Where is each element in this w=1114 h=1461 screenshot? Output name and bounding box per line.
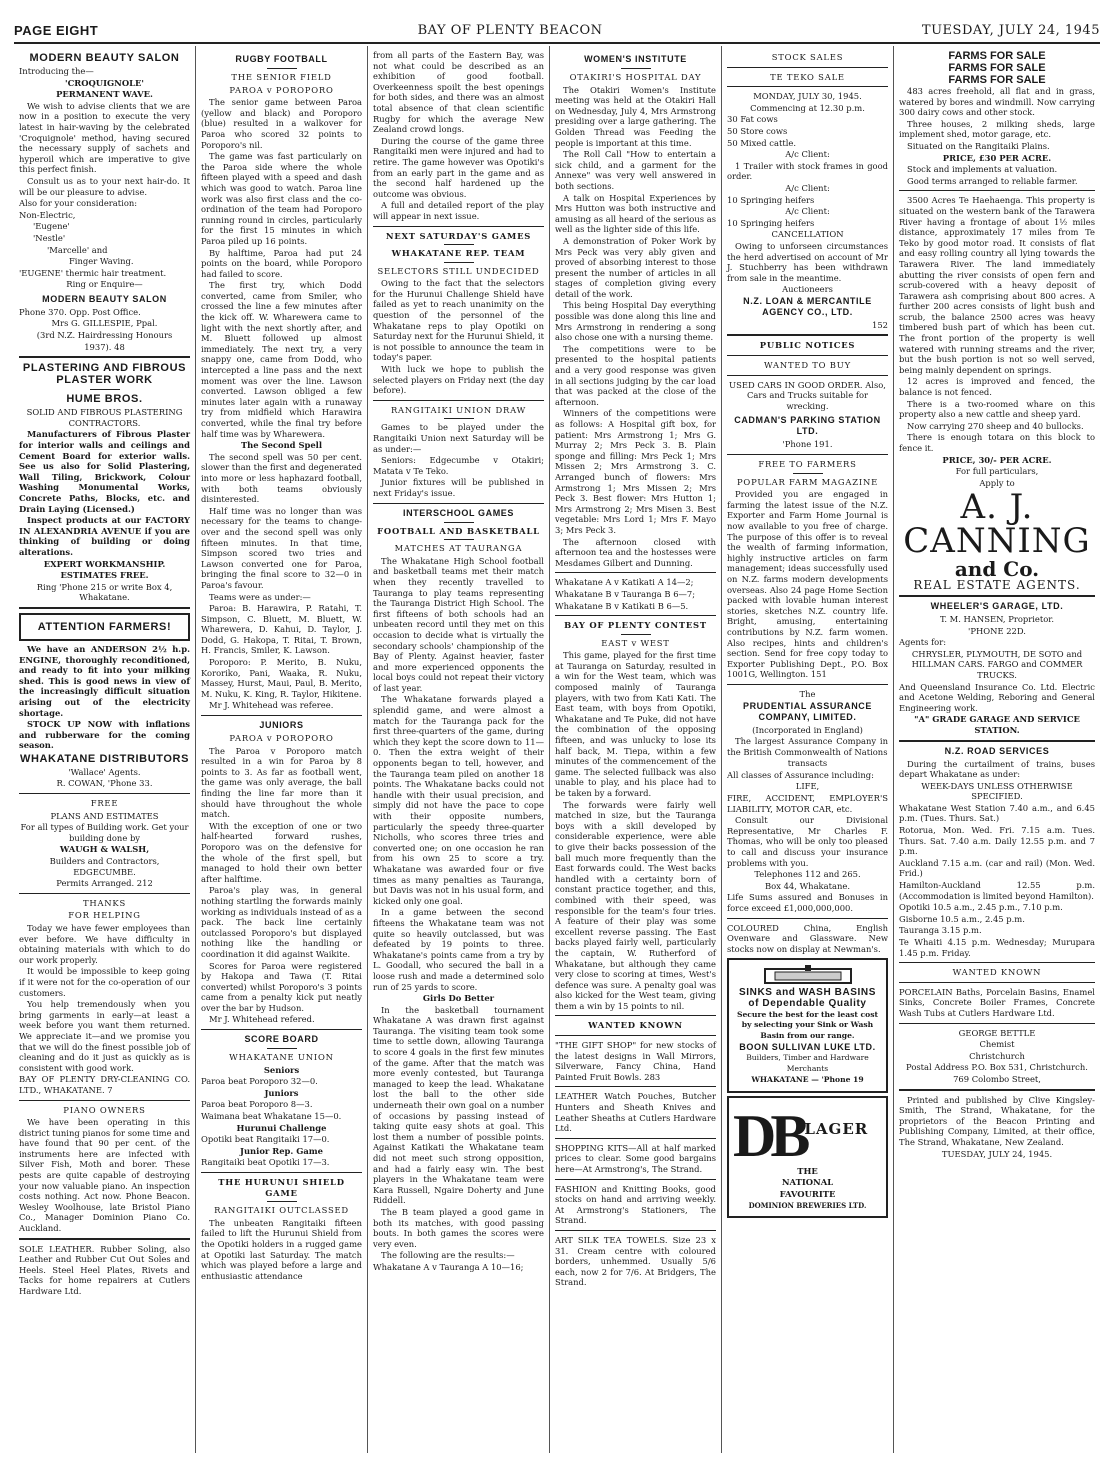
canning-co: and Co. (954, 557, 1040, 582)
public-notices-title: PUBLIC NOTICES (759, 340, 856, 351)
farm-text: Three houses, 2 milking sheds, large implement shed, motor garage, etc. (899, 118, 1095, 140)
cadman-phone: 'Phone 191. (782, 439, 833, 450)
wi-sub: OTAKIRI'S HOSPITAL DAY (569, 72, 702, 82)
plaster-text: Ring 'Phone 215 or write Box 4, Whakatane. (36, 581, 173, 603)
divider (373, 226, 544, 227)
score-line: Opotiki beat Rangitaiki 17—0. (201, 1134, 330, 1145)
interschool-text: The Whakatane forwards played a splendid game, and were almost a match for the Tauranga pack for the first three-quarters of the game, during which they kept the score down to 11—0. Then the extra weight of their opponents began to tell, however, and the Tauranga team piled on another 18 points. The Whakatane backs could not handle with their usual precision, and simply did not have the pace to cope with their opposite numbers, particularly the speedy three-quarter Nicholls, who scores three tries and converted one; on one occasion he ran from his own 25 to score a try. Whakatane was awarded four or five times as many penalties as Tauranga, but Davis was not in his usual form, and kicked only one goal. (373, 694, 544, 906)
wanted-known-title: WANTED KNOWN (952, 967, 1042, 978)
beauty-paragraph: Also for your consideration: (19, 198, 138, 209)
rugby-text: The senior game between Paroa (yellow and black) and Poroporo (blue) resulted in a walkover for Paroa who scored 32 points to Poroporo's nil. (201, 97, 362, 150)
beauty-footer: (3rd N.Z. Hairdressing Honours (36, 330, 173, 341)
girls-text: The B team played a good game in both its matches, with good passing bouts. In both games the scores were very even. (373, 1206, 544, 1249)
second-spell-heading: The Second Spell (240, 440, 323, 451)
wanted-known-ad: FASHION and Knitting Books, good stocks on hand and arriving weekly. At Armstrong's Stationers, The Strand. (555, 1183, 716, 1226)
road-text: Opotiki 10.5 a.m., 2.45 p.m., 7.10 p.m. (899, 902, 1063, 913)
rugby-text: The game was fast particularly on the Paroa side where the whole fifteen played with a speed and dash which was good to watch. Paroa line work was also first class and the co-ordination of the team had Poroporo running round in circles, particularly for the first 15 minutes in which Paroa piled up 16 points. (201, 151, 362, 246)
draw-text: Games to be played under the Rangitaiki Union next Saturday will be as under:— (373, 422, 544, 454)
divider (555, 1035, 716, 1036)
farm-text: There is a two-roomed whare on this property also a new cattle and sheep yard. (899, 398, 1095, 420)
score-heading: Juniors (264, 1087, 299, 1098)
wi-text: A demonstration of Poker Work by Mrs Peck was very ably given and proved of absorbing interest to those present the number of articles in all stages of completion giving every detail of the work. (555, 235, 716, 299)
whakatane-distributors-title: WHAKATANE DISTRIBUTORS (19, 752, 190, 765)
prudential-text: transacts (787, 758, 828, 769)
stock-item: 50 Store cows (727, 125, 788, 136)
road-services-title: N.Z. ROAD SERVICES (944, 745, 1050, 756)
interschool-sub2: MATCHES AT TAURANGA (394, 543, 523, 554)
road-text: WEEK-DAYS UNLESS OTHERWISE SPECIFIED. (921, 780, 1073, 802)
masthead-rule (14, 42, 1100, 44)
rugby-text: The second spell was 50 per cent. slower than the first and degenerated into more or less haphazard football, with both teams obviously disinterested. (201, 451, 362, 505)
plaster-text: ESTIMATES FREE. (60, 570, 149, 581)
agents-list: CHRYSLER, PLYMOUTH, DE SOTO and HILLMAN CARS. FARGO and COMMER TRUCKS. (911, 648, 1083, 680)
divider (555, 1138, 716, 1139)
rugby-text: Half time was no longer than was necessary for the teams to change-over and the second spell was only fifteen minutes. In that time, Simpson scored two tries and Lawson converted one for Paroa, bringing the final score to 32—0 in Paroa's favour. (201, 505, 362, 590)
farm-price: PRICE, 30/- PER ACRE. (942, 454, 1052, 465)
porcelain-text: PORCELAIN Baths, Porcelain Basins, Enamel Sinks, Concrete Boiler Frames, Concrete Wash Tubs at Cutlers Hardware Ltd. (899, 986, 1095, 1018)
sinks-sub: of Dependable Quality (748, 997, 867, 1009)
beauty-line: Non-Electric, (19, 209, 76, 220)
divider (444, 418, 474, 419)
agents-label: Agents for: (899, 637, 947, 648)
beauty-line: 'Marcelle' and (47, 244, 108, 255)
divider (727, 67, 888, 68)
free-text: WAUGH & WALSH, (59, 844, 150, 855)
rugby-text: By halftime, Paroa had put 24 points on the board, while Poroporo had failed to score. (201, 247, 362, 279)
attention-box (19, 613, 190, 641)
thanks-text: BAY OF PLENTY DRY-CLEANING CO. LTD., WHAKATANE. 7 (19, 1074, 190, 1095)
prudential-text: Box 44, Whakatane. (765, 880, 850, 891)
attention-text: STOCK UP NOW with inflations and rubberware for the coming season. (19, 719, 190, 751)
farm-text: Situated on the Rangitaiki Plains. (907, 140, 1050, 151)
divider (793, 473, 823, 474)
piano-title: PIANO OWNERS (63, 1104, 146, 1115)
stock-date: MONDAY, JULY 30, 1945. (753, 91, 862, 102)
prudential-text: The largest Assurance Company in the British Commonwealth of Nations (727, 736, 888, 757)
sinks-ad (727, 958, 888, 1092)
road-text: Te Whaiti 4.15 p.m. Wednesday; Murupara 1.45 p.m. Friday. (899, 937, 1095, 958)
rugby-text: Poroporo: P. Merito, B. Nuku, Kororiko, Pani, Waaka, R. Nuku, Massey, Hurst, Maui, Paul, B. Merito, M. Nuku, K. King, R. Taylor, Hikitene. (201, 657, 362, 699)
beauty-salon-title: MODERN BEAUTY SALON (29, 52, 180, 64)
beauty-line: PERMANENT WAVE. (56, 89, 153, 100)
divider (19, 356, 190, 358)
bettle-text: Christchurch (969, 1050, 1025, 1061)
wheeler-text: 'PHONE 22D. (968, 625, 1026, 636)
divider (19, 893, 190, 894)
beauty-footer-title: MODERN BEAUTY SALON (42, 293, 167, 304)
sinks-title: SINKS and WASH BASINS (738, 987, 877, 999)
beauty-paragraph: We wish to advise clients that we are now in a position to execute the very latest in hair-waving by the celebrated 'Croquignole' method, having secured the necessary supply of sachets and hyperoil which are imperative to give this perfect finish. (19, 100, 190, 175)
shield-cont-text: from all parts of the Eastern Bay, was not what could be described as an exhibition of good football. Overkeenness spoilt the best openings for both sides, and there was an almost total absence of that clean scientific Rugby for which the average New Zealand crowd longs. (373, 50, 544, 135)
cadman-title: CADMAN'S PARKING STATION LTD. (734, 415, 881, 437)
bop-text: The forwards were fairly well matched in size, but the Tauranga boys with a skill developed by considerable experience, were able to give their backs possession of the ball much more frequently than the East forwards could. The West backs handled with a certainty born of constant practice together, and this, combined with their speed, was responsible for the team's four tries. A feature of their play was some excellent reverse passing. The East backs played fairly well, particularly the captain, W. Rutherford of Whakatane, but although they came very close to scoring at times, West's defence was sure. A penalty goal was also kicked for the West team, giving them a win by 15 points to nil. (555, 799, 716, 1011)
paper-title: BAY OF PLENTY BEACON (417, 23, 603, 38)
juniors-sub: PAROA v POROPORO (229, 733, 334, 744)
coloured-china-text: COLOURED China, English Ovenware and Glassware. New stocks now on display at Newman's. (727, 922, 888, 954)
divider (19, 607, 190, 609)
column-3 (368, 46, 550, 1453)
bop-text: This game, played for the first time at Tauranga on Saturday, resulted in a win for the West team, which was composed mainly of Tauranga players, with two from Kati Kati. The East team, with boys from Opotiki, Whakatane and Te Puke, did not have the combination of the opposing fifteen, and was unlucky to lose its half back, M. Tiepa, within a few minutes of the commencement of the game. The selected fullback was also unable to play, and his place had to be taken by a forward. (555, 650, 716, 798)
sole-leather-text: SOLE LEATHER. Rubber Soling, also Leather and Rubber Cut Out Soles and Heels. Steel Heel Plates, Rivets and Tacks for home repairers at Cutlers Hardware Ltd. (19, 1243, 190, 1296)
divider (727, 86, 888, 87)
issue-date: TUESDAY, JULY 24, 1945 (921, 23, 1100, 38)
score-heading: Hurunui Challenge (236, 1122, 327, 1133)
free-text: PLANS AND ESTIMATES (50, 810, 159, 821)
farms-for-sale-title: FARMS FOR SALE (948, 62, 1046, 74)
divider (444, 539, 474, 540)
shield-cont-text: During the course of the game three Rangitaiki men were injured and had to retire. The game however was Opotiki's from an early part in the game and as the second half hardened up the outcome was obvious. (373, 135, 544, 199)
thanks-text: You help tremendously when you bring garments in early—at least a week before you want them returned. We appreciate it—and we promise you that we will do the finest possible job of cleaning and do it just as quickly as is consistent with good work. (19, 999, 190, 1073)
plaster-text: EXPERT WORKMANSHIP. (43, 558, 166, 569)
next-games-sub2: SELECTORS STILL UNDECIDED (377, 265, 540, 276)
stock-ac: A/c Client: (785, 182, 830, 193)
prudential-text: Life Sums assured and Bonuses in force exceed £1,000,000,000. (727, 892, 888, 913)
free-title: FREE (90, 798, 119, 809)
db-logo: DB (733, 1102, 805, 1169)
bop-sub: EAST v WEST (601, 637, 670, 648)
divider (727, 375, 888, 376)
divider (727, 334, 888, 336)
imprint-date: TUESDAY, JULY 24, 1945. (941, 1148, 1053, 1159)
beauty-line: Finger Waving. (69, 256, 134, 267)
farm-text: Stock and implements at valuation. (907, 164, 1058, 175)
cancellation-title: CANCELLATION (771, 229, 844, 240)
a-grade-garage: "A" GRADE GARAGE AND SERVICE STATION. (914, 714, 1080, 735)
road-text: During the curtailment of trains, buses depart Whakatane as under: (899, 758, 1095, 780)
divider (201, 715, 362, 716)
stock-item: 30 Fat cows (727, 114, 778, 125)
sinks-text: Secure the best for the least cost by selecting your Sink or Wash Basin from our range. (736, 1009, 879, 1040)
divider (899, 190, 1095, 191)
road-text: Auckland 7.15 a.m. (car and rail) (Mon. Wed. Frid.) (899, 857, 1095, 879)
boon-phone: WHAKATANE — 'Phone 19 (751, 1075, 864, 1085)
stock-item: 50 Mixed cattle. (727, 137, 796, 148)
nz-loan-title: N.Z. LOAN & MERCANTILE AGENCY CO., LTD. (743, 295, 872, 317)
free-to-farmers-title: FREE TO FARMERS (758, 459, 857, 470)
sink-icon (733, 964, 882, 988)
column-5 (722, 46, 894, 1453)
juniors-text: With the exception of one or two half-hearted forward rushes, Poroporo was on the defensive for the whole of the first spell, but managed to hold their own better after halftime. (201, 820, 362, 884)
womens-institute-title: WOMEN'S INSTITUTE (584, 54, 687, 64)
draw-text: Seniors: Edgecumbe v Otakiri; Matata v Te Teko. (373, 455, 544, 476)
wi-text: The competitions were to be presented to the hospital patients and a very good response was given in all sections judging by the car load that was packed at the close of the afternoon. (555, 343, 716, 407)
wanted-known-ad: "THE GIFT SHOP" for new stocks of the latest designs in Wall Mirrors, Silverware, Fancy China, Hand Painted Fruit Bowls. 283 (555, 1040, 716, 1082)
stock-time: Commencing at 12.30 p.m. (750, 102, 865, 113)
wanted-to-buy-title: WANTED TO BUY (764, 360, 851, 371)
prudential-text: LIFE, (795, 781, 820, 792)
prudential-text: Consult our Divisional Representative, Mr Charles F. Thomas, who will be only too pleased to call and discuss your insurance problems with you. (727, 815, 888, 868)
rugby-paroa: PAROA v POROPORO (229, 84, 334, 95)
next-games-text: With luck we hope to publish the selected players on Friday next (the day before). (373, 364, 544, 396)
beauty-intro: Introducing the— (19, 66, 94, 76)
divider (621, 68, 651, 69)
score-line: Paroa beat Poroporo 8—3. (201, 1099, 313, 1110)
beauty-line: Ring or Enquire— (66, 279, 143, 290)
beauty-line: 'CROQUIGNOLE' (65, 77, 144, 88)
farm-text: 483 acres freehold, all flat and in grass, watered by bores and windmill. Now carrying 300 dairy cows and other stock. (899, 86, 1095, 118)
score-heading: Junior Rep. Game (240, 1145, 323, 1156)
wi-text: The Otakiri Women's Institute meeting was held at the Otakiri Hall on Wednesday, July 4, Mrs Armstrong presiding over a large gathering. The Golden Thread was Feeding the people is important at this time. (555, 84, 716, 148)
prudential-text: Telephones 112 and 265. (754, 869, 861, 880)
divider (267, 1048, 297, 1049)
page-columns (14, 46, 1100, 1453)
plastering-title: PLASTERING AND FIBROUS PLASTER WORK (22, 362, 187, 387)
divider (899, 982, 1095, 983)
score-board-title: SCORE BOARD (244, 1034, 319, 1045)
beauty-line: 'Eugene' (33, 221, 70, 232)
prudential-text: All classes of Assurance including: (727, 769, 874, 780)
farm-text: 3500 Acres Te Haehaenga. This property is situated on the western bank of the Tarawera River having a frontage of about 1½ miles distance, approximately 17 miles from Te Teko by good motor road. It consists of flat and easy rolling country all lying towards the Tarawera River. The land immediately abutting the river consists of open fern and scrub-covered with a heavy deposit of Tarawera ash comprising about 800 acres. A further 200 acres consists of light bush and scrub, the balance 2500 acres was heavy timbered bush part of which has been cut. The front portion of the property is well watered with running streams and the river, but the bush portion is not so well served, being mainly dependent on springs. (899, 195, 1095, 375)
shield-text: The unbeaten Rangitaiki fifteen failed to lift the Hurunui Shield from the Opotiki holders in a rugged game at Opotiki last Saturday. The match which was played before a large and enthusiastic attendance (201, 1217, 362, 1281)
canning-re: REAL ESTATE AGENTS. (913, 578, 1081, 593)
wi-text: The afternoon closed with afternoon tea and the hostesses were Mesdames Gilbert and Dunning. (555, 536, 716, 568)
divider (444, 522, 474, 523)
farm-text: There is enough totara on this block to fence it. (899, 432, 1095, 453)
free-text: For all types of Building work. Get your building done by (20, 822, 189, 843)
divider (555, 572, 716, 573)
wanted-known-ad: SHOPPING KITS—All at half marked prices to clear. Some good bargains here—At Armstrong's, The Strand. (555, 1142, 716, 1174)
divider (267, 68, 297, 69)
whak-text: R. COWAN, 'Phone 33. (56, 778, 153, 789)
shield-cont-text: A full and detailed report of the play will appear in next issue. (373, 200, 544, 221)
beauty-footer: Phone 370. Opp. Post Office. (19, 306, 141, 317)
canning-logo: A. J. CANNING (903, 487, 1091, 562)
wanted-known-title: WANTED KNOWN (588, 1020, 683, 1031)
wanted-to-buy-text: USED CARS IN GOOD ORDER. Also, Cars and Trucks suitable for wrecking. (729, 379, 886, 411)
column-2 (196, 46, 368, 1453)
beauty-footer: 1937). 48 (84, 341, 125, 352)
road-text: Gisborne 10.5 a.m., 2.45 p.m. (899, 913, 1025, 924)
divider (727, 454, 888, 455)
bettle-text: GEORGE BETTLE (958, 1027, 1036, 1038)
divider (19, 793, 190, 794)
db-brewery: DOMINION BREWERIES LTD. (748, 1200, 867, 1210)
score-line: Rangitaiki beat Opotiki 17—3. (201, 1157, 330, 1168)
girls-heading: Girls Do Better (422, 993, 495, 1004)
prudential-text: FIRE, ACCIDENT, EMPLOYER'S LIABILITY, MOTOR CAR, etc. (727, 793, 888, 814)
cancellation-text: Owing to unforseen circumstances the herd advertised on account of Mr J. Stuchberry has been withdrawn from sale in the meantime. (727, 240, 888, 283)
imprint-text: Printed and published by Clive Kingsley-Smith, The Strand, Whakatane, for the proprietors of the Beacon Printing and Publishing Company, Limited, at their office, The Strand, Whakatane, New Zealand. (899, 1094, 1095, 1147)
db-text: NATIONAL (781, 1177, 834, 1188)
attention-text: We have an ANDERSON 2½ h.p. ENGINE, thoroughly reconditioned, and ready to fit into your milking shed. This is good news in view of the increasingly difficult situation arising out of the electricity shortage. (19, 643, 190, 718)
juniors-text: The Paroa v Poroporo match resulted in a win for Paroa by 8 points to 3. As far as football went, the game was only average, the ball finding the line far more than it should have throughout the whole match. (201, 745, 362, 820)
beauty-paragraph: Consult us as to your next hair-do. It will be our pleasure to advise. (19, 175, 190, 197)
divider (373, 400, 544, 401)
draw-title: RANGITAIKI UNION DRAW (390, 404, 527, 415)
column-1 (14, 46, 196, 1453)
particulars: For full particulars, (955, 466, 1039, 477)
interschool-title: INTERSCHOOL GAMES (402, 507, 515, 518)
interschool-text: The Whakatane High School football and basketball teams met their match when they recently travelled to Tauranga to play teams representing the Tauranga District High School. The first fifteens of both schools had an unbeaten record until they met on this occasion to decide what is virtually the secondary schools' championship of the Bay of Plenty. Against heavier, faster and more experienced opponents the local boys could not repeat their victory of last year. (373, 555, 544, 693)
bettle-text: Postal Address P.O. Box 531, Christchurch. (906, 1062, 1088, 1073)
wi-text: Winners of the competitions were as follows: A Hospital gift box, for patient: Mrs Armstrong 1; Mrs G. Murray 2; Mrs Peck 3. B. Plain sponge and filling: Mrs Peck 1; Mrs Missen 2; Mrs Armstrong 3. C. Arranged bunch of flowers: Mrs Armstrong 1; Mrs Missen 2; Mrs Peck 3. Best flower: Mrs Hutton 1; Mrs Armstrong 2; Mrs Misen 3. Best vegetable: Mrs Lord 1; Mrs F. Mayo 3; Mrs Peck 3. (555, 408, 716, 535)
boon-sub: Builders, Timber and Hardware Merchants (746, 1052, 869, 1073)
wheeler-text: T. M. HANSEN, Proprietor. (939, 613, 1055, 624)
divider (899, 1023, 1095, 1024)
bettle-text: 769 Colombo Street, (953, 1073, 1041, 1084)
divider (555, 1179, 716, 1180)
attention-title: ATTENTION FARMERS! (37, 620, 172, 633)
piano-text: We have been operating in this district tuning pianos for some time and have found that 90 per cent. of the instruments here are infected with Silver Fish, Moth and borer. These pests are quite capable of destroying your now valuable piano. An inspection costs nothing. Act now. Phone Beacon. Wesley Woolhouse, late Bristol Piano Co., Manager Dominion Piano Co. Auckland. (19, 1117, 190, 1234)
beauty-line: 'EUGENE' thermic hair treatment. (19, 267, 167, 278)
score-line: Waimana beat Whakatane 15—0. (201, 1111, 342, 1122)
rugby-text: Teams were as under:— (209, 591, 311, 602)
road-text: Whakatane West Station 7.40 a.m., and 6.45 p.m. (Tues. Thurs. Sat.) (899, 802, 1095, 824)
divider (267, 1201, 297, 1202)
farm-price: PRICE, £30 PER ACRE. (942, 152, 1052, 163)
thanks-text: Today we have fewer employees than ever before. We have difficulty in obtaining materials with which to do our work properly. (19, 923, 190, 965)
divider (899, 740, 1095, 742)
apply-to: Apply to (979, 477, 1015, 488)
road-text: Tauranga 3.15 p.m. (899, 925, 982, 936)
thanks-title: THANKS (82, 897, 127, 908)
basketball-result: Whakatane B v Tauranga B 6—7; (555, 588, 696, 599)
free-text: Builders and Contractors, EDGECUMBE. (49, 856, 160, 877)
divider (727, 918, 888, 919)
farm-text: Good terms arranged to reliable farmer. (907, 175, 1078, 186)
column-6 (894, 46, 1100, 1453)
stock-item: 1 Trailer with stock frames in good order. (727, 160, 888, 182)
divider (555, 615, 716, 616)
stock-ac: A/c Client: (785, 149, 830, 160)
shield-sub: RANGITAIKI OUTCLASSED (214, 1205, 349, 1216)
stock-item: 10 Springing heifers (727, 194, 815, 205)
score-heading: Seniors (263, 1064, 300, 1075)
prudential-title: PRUDENTIAL ASSURANCE COMPANY, LIMITED. (742, 700, 872, 722)
divider (373, 503, 544, 504)
divider (19, 1238, 190, 1240)
draw-text: Junior fixtures will be published in next Friday's issue. (373, 477, 544, 498)
divider (899, 962, 1095, 963)
next-games-sub: WHAKATANE REP. TEAM (391, 248, 526, 259)
prudential-the: The (799, 688, 816, 699)
juniors-text: Mr J. Whitehead refered. (209, 1014, 315, 1025)
rugby-title: RUGBY FOOTBALL (235, 54, 328, 64)
beauty-line: 'Nestle' (33, 232, 66, 243)
road-text: Rotorua, Mon. Wed. Fri. 7.15 a.m. Tues. Thurs. Sat. 7.40 a.m. Daily 12.55 p.m. and 7 p.m. (899, 825, 1095, 857)
juniors-text: Scores for Paroa were registered by Hakopa and Tawa (T. Ritai converted) whilst Poroporo's 3 points came from a penalty kick put neatly over the bar by Hudson. (201, 960, 362, 1013)
wi-text: A talk on Hospital Experiences by Mrs Hutton was both instructive and amusing as all heard of the serious as well as the lighter side of this life. (555, 192, 716, 235)
divider (555, 1086, 716, 1087)
agents-text: And Queensland Insurance Co. Ltd. Electric and Acetone Welding, Reboring and General Engineering work. (899, 681, 1095, 713)
juniors-title: JUNIORS (259, 720, 304, 731)
thanks-sub: FOR HELPING (68, 910, 141, 921)
db-lager-ad (727, 1096, 888, 1218)
bettle-text: Chemist (979, 1039, 1015, 1050)
divider (899, 595, 1095, 597)
db-text: FAVOURITE (779, 1188, 836, 1199)
stock-item: 10 Springing heifers (727, 217, 815, 228)
road-text: Hamilton-Auckland 12.55 p.m. (Accommodation is limited beyond Hamilton). (899, 880, 1095, 901)
divider (444, 262, 474, 263)
girls-text: Whakatane A v Tauranga A 10—16; (373, 1261, 524, 1272)
wanted-known-ad: ART SILK TEA TOWELS. Size 23 x 31. Cream centre with coloured borders, unhemmed. Usually 5/6 each, now 2 for 7/6. At Bridgers, The Strand. (555, 1234, 716, 1288)
juniors-text: Paroa's play was, in general nothing startling the forwards mainly working as individuals instead of as a pack. The back line certainly outclassed Poroporo's but displayed nothing like the handling or coordination it did against Waikite. (201, 885, 362, 959)
divider (201, 1172, 362, 1173)
rugby-text: Mr J. Whitehead was referee. (209, 700, 334, 711)
bop-contest-title: BAY OF PLENTY CONTEST (564, 620, 707, 631)
farm-magazine-sub: POPULAR FARM MAGAZINE (736, 476, 879, 487)
rugby-text: The first try, which Dodd converted, came from Smiler, who crossed the line a few minutes after the kick off. W. Wharewera came to light with the next shortly after, and M. Bluett followed up almost immediately. The next try, a very snappy one, came from Dodd, who intercepted a line pass and the next moment was over the line. Lawson converted. Lawson obliged a few minutes later again with a runaway try from midfield which Harawira converted, while the final try before half time was by Wharewera. (201, 280, 362, 439)
divider (727, 684, 888, 685)
rugby-text: Paroa: B. Harawira, P. Ratahi, T. Simpson, C. Bluett, M. Bluett, W. Wharewera, D. Kahui, D. Taylor, J. Dodd, G. Hakopa, T. Ritai, T. Brown, H. Francis, Smiler, K. Lawson. (201, 603, 362, 656)
thanks-text: It would be impossible to keep going if it were not for the co-operation of our customers. (19, 966, 190, 998)
score-line: Paroa beat Poroporo 32—0. (201, 1076, 318, 1087)
divider (899, 1089, 1095, 1091)
basketball-result: Whakatane B v Katikati B 6—5. (555, 600, 689, 611)
prudential-inc: (Incorporated in England) (752, 724, 863, 735)
page-number: PAGE EIGHT (14, 23, 99, 38)
divider (555, 1230, 716, 1231)
stock-sub: TE TEKO SALE (770, 71, 845, 82)
girls-text: In the basketball tournament Whakatane A was drawn first against Tauranga. The visiting team took some time to settle down, allowing Tauranga to score 4 goals in the first few minutes of the game. After that the match was more evenly contested, but Tauranga managed to keep the lead. Whakatane lost the ball to the other side underneath their own goal on a number of occasions by passing instead of taking quite easy shots at goal. This lost them a number of possible points. Against Katikati the Whakatane team did not meet such strong opposition, and had a fairly easy win. The best players in the Whakatane team were Kara Russell, Ngaire Doherty and June Riddell. (373, 1004, 544, 1206)
auctioneers: Auctioneers (782, 284, 833, 295)
shield-title: THE HURUNUI SHIELD GAME (218, 1177, 345, 1198)
divider (90, 389, 120, 390)
plaster-text: Manufacturers of Fibrous Plaster for interior walls and ceilings and Cement Board for exterior walls. See us also for Solid Plastering, Wall Tiling, Brickwork, Colour Washing Monumental Works, Concrete Paths, Blocks, etc. and Drain Laying (Licensed.) (19, 429, 190, 514)
divider (555, 1015, 716, 1016)
masthead (14, 22, 1100, 38)
column-4 (550, 46, 722, 1453)
ad-number: 152 (872, 319, 888, 330)
free-text: Permits Arranged. 212 (56, 878, 153, 889)
wheeler-title: WHEELER'S GARAGE, LTD. (930, 600, 1064, 611)
db-lager-text: LAGER (804, 1119, 869, 1138)
plaster-text: SOLID AND FIBROUS PLASTERING CONTRACTORS. (26, 407, 183, 428)
divider (727, 355, 888, 356)
next-games-text: Owing to the fact that the selectors for the Hurunui Challenge Shield have failed as yet to reach unanimity on the question of the personnel of the Whakatane reps to play Opotiki on Saturday next for the Hurunui Shield, it is not possible to announce the team in today's paper. (373, 278, 544, 363)
interschool-sub: FOOTBALL AND BASKETBALL (377, 525, 540, 536)
farm-text: Now carrying 270 sheep and 40 bullocks. (907, 420, 1084, 431)
beauty-footer: Mrs G. GILLESPIE, Ppal. (51, 318, 158, 329)
next-games-title: NEXT SATURDAY'S GAMES (385, 230, 532, 241)
farms-for-sale-title: FARMS FOR SALE (948, 74, 1046, 86)
whak-text: 'Wallace' Agents. (68, 766, 141, 777)
stock-sales-title: STOCK SALES (771, 52, 844, 62)
hume-bros-title: HUME BROS. (66, 393, 143, 406)
basketball-result: Whakatane A v Katikati A 14—2; (555, 577, 694, 588)
wi-text: The Roll Call "How to entertain a sick child, and a garment for the Annexe" was very well answered in both sections. (555, 149, 716, 191)
plaster-text: Inspect products at our FACTORY IN ALEXANDRIA AVENUE if you are thinking of building or doing alterations. (19, 515, 190, 557)
interschool-text: In a game between the second fifteens the Whakatane team was not quite so heavily outclassed, but was defeated by 19 points to three. Whakatane's points came from a try by L. Goodall, who secured the ball in a loose rush and made a determined solo run of 25 yards to score. (373, 907, 544, 992)
score-sub: WHAKATANE UNION (229, 1052, 334, 1063)
divider (201, 1029, 362, 1030)
divider (444, 244, 474, 245)
farm-magazine-text: Provided you are engaged in farming the latest issue of the N.Z. Exporter and Farm Home Journal is now available to you free of charge. The purpose of this offer is to reveal the wealth of farming information, highly instructive articles on farm management; ideas successfully used on N.Z. farms modern developments overseas. Also 24 page Home Section packed with lovable human interest stories, sketches N.Z. country life. Bright, amusing, entertaining contributions by N.Z. farm women. Also recipes, hints and children's section. Send for free copy today to Exporter Publishing Dept., P.O. Box 1001G, Wellington. 151 (727, 489, 888, 680)
db-text: THE (797, 1165, 818, 1176)
farms-for-sale-title: FARMS FOR SALE (948, 50, 1046, 62)
farm-text: 12 acres is improved and fenced, the balance is not fenced. (899, 376, 1095, 398)
wi-text: This being Hospital Day everything possible was done along this line and Mrs Armstrong in rendering a song also chose one with a nursing theme. (555, 300, 716, 343)
stock-ac: A/c Client: (785, 206, 830, 217)
wanted-known-ad: LEATHER Watch Pouches, Butcher Hunters and Sheath Knives and Leather Sheaths at Cutlers Hardware Ltd. (555, 1091, 716, 1134)
girls-text: The following are the results:— (381, 1250, 515, 1261)
rugby-senior: THE SENIOR FIELD (231, 72, 332, 82)
boon-title: BOON SULLIVAN LUKE LTD. (739, 1042, 876, 1053)
divider (621, 634, 651, 635)
divider (19, 1100, 190, 1101)
